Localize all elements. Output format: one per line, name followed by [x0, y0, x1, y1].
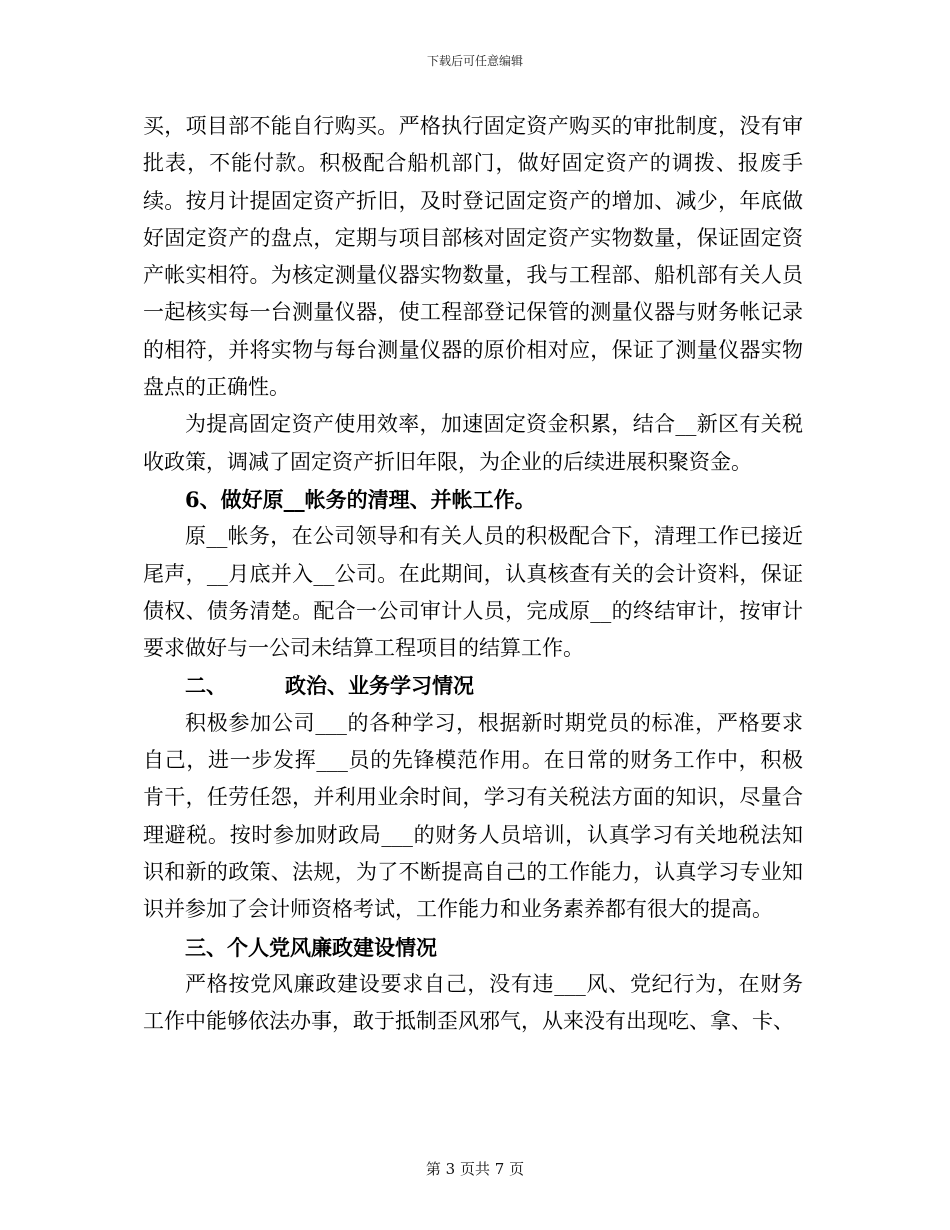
heading-integrity: 三、个人党风廉政建设情况 [185, 934, 437, 960]
page-header: 下载后可任意编辑 [426, 54, 523, 68]
heading-title: 政治、业务学习情况 [285, 673, 474, 699]
page-footer: 第 3 页共 7 页 [425, 1160, 525, 1178]
paragraph-depreciation: 为提高固定资产使用效率，加速固定资金积累，结合__新区有关税收政策，调减了固定资产折旧年限，为企业的后续进展积聚资金。 [143, 412, 803, 474]
heading-number: 二、 [185, 673, 227, 699]
document-body [143, 108, 803, 1040]
heading-political-study [143, 667, 803, 704]
paragraph-account-cleanup: 原__帐务，在公司领导和有关人员的积极配合下，清理工作已接近尾声，__月底并入__公司。在此期间，认真核查有关的会计资料，保证债权、债务清楚。配合一公司审计人员，完成原__的终结审计，按审计要求做好与一公司未结算工程项目的结算工作。 [143, 524, 803, 661]
paragraph-fixed-assets: 买，项目部不能自行购买。严格执行固定资产购买的审批制度，没有审批表，不能付款。积极配合船机部门，做好固定资产的调拨、报废手续。按月计提固定资产折旧，及时登记固定资产的增加、减少，年底做好固定资产的盘点，定期与项目部核对固定资产实物数量，保证固定资产帐实相符。为核定测量仪器实物数量，我与工程部、船机部有关人员一起核实每一台测量仪器，使工程部登记保管的测量仪器与财务帐记录的相符，并将实物与每台测量仪器的原价相对应，保证了测量仪器实物盘点的正确性。 [143, 114, 803, 400]
heading-account-cleanup: 6、做好原__帐务的清理、并帐工作。 [185, 486, 536, 512]
paragraph-political-study: 积极参加公司___的各种学习，根据新时期党员的标准，严格要求自己，进一步发挥___员的先锋模范作用。在日常的财务工作中，积极肯干，任劳任怨，并利用业余时间，学习有关税法方面的知识，尽量合理避税。按时参加财政局___的财务人员培训，认真学习有关地税法知识和新的政策、法规，为了不断提高自己的工作能力，认真学习专业知识并参加了会计师资格考试，工作能力和业务素养都有很大的提高。 [143, 710, 803, 922]
paragraph-integrity: 严格按党风廉政建设要求自己，没有违___风、党纪行为，在财务工作中能够依法办事，敢于抵制歪风邪气，从来没有出现吃、拿、卡、 [143, 971, 803, 1034]
